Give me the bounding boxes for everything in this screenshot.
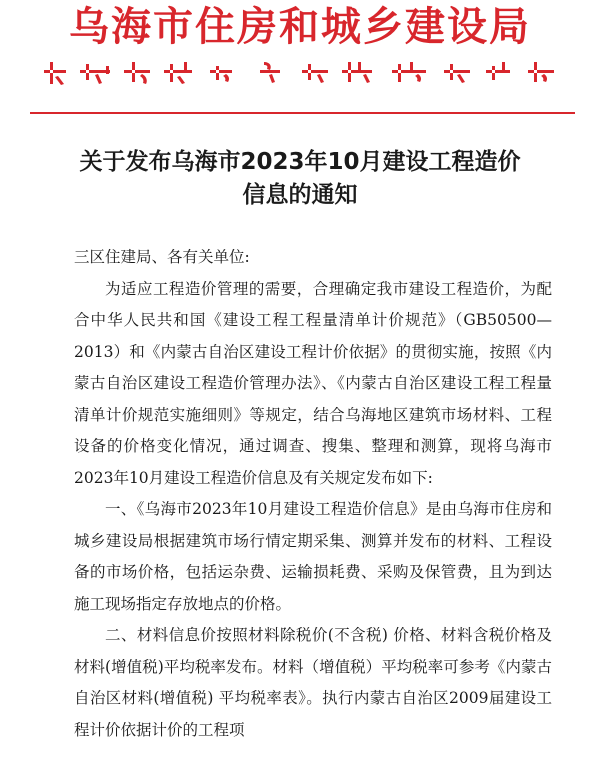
salutation: 三区住建局、各有关单位: <box>74 248 250 266</box>
document-body <box>74 242 552 746</box>
red-rule <box>30 112 575 114</box>
title-line-1: 关于发布乌海市2023年10月建设工程造价 <box>79 149 521 175</box>
title-line-2: 信息的通知 <box>242 182 358 208</box>
mongolian-script-icon <box>40 56 560 88</box>
paragraph-item-1: 一、《乌海市2023年10月建设工程造价信息》是由乌海市住房和城乡建设局根据建筑市场行情定期采集、测算并发布的材料、工程设备的市场价格，包括运杂费、运输损耗费、采购及保管费，且为到达施工现场指定存放地点的价格。 <box>74 500 552 613</box>
paragraph-item-2: 二、材料信息价按照材料除税价(不含税) 价格、材料含税价格及材料(增值税)平均税率发布。材料（增值税）平均税率可参考《内蒙古自治区材料(增值税) 平均税率表》。执行内蒙古自治区2009届建设工程计价依据计价的工程项 <box>74 626 552 739</box>
org-name: 乌海市住房和城乡建设局 <box>69 4 531 50</box>
document-title <box>0 146 600 212</box>
letterhead <box>0 0 600 118</box>
paragraph-intro: 为适应工程造价管理的需要，合理确定我市建设工程造价，为配合中华人民共和国《建设工程工程量清单计价规范》（GB50500—2013）和《内蒙古自治区建设工程计价依据》的贯彻实施，按照《内蒙古自治区建设工程造价管理办法》、《内蒙古自治区建设工程工程量清单计价规范实施细则》等规定，结合乌海地区建筑市场材料、工程设备的价格变化情况，通过调查、搜集、整理和测算，现将乌海市2023年10月建设工程造价信息及有关规定发布如下: <box>74 279 552 487</box>
